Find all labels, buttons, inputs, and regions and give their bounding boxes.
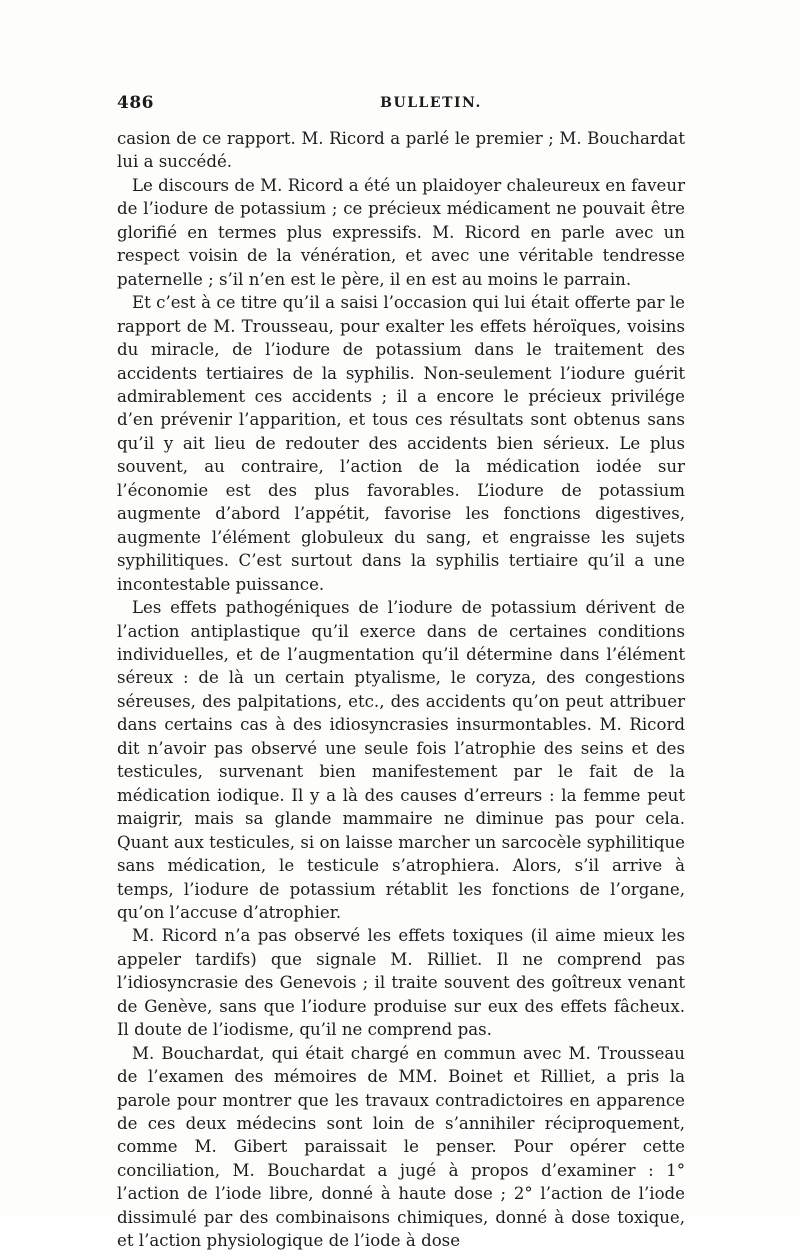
running-title: BULLETIN. bbox=[380, 95, 482, 111]
page-number: 486 bbox=[117, 93, 154, 113]
paragraph: Le discours de M. Ricord a été un plaidoyer chaleureux en faveur de l’iodure de potassium ; ce précieux médicament ne pouvait être glorifié en termes plus expressifs. M. Ricord en parle avec un respect voisin de la vénération, et avec une véritable tendresse paternelle ; s’il n’en est le père, il en est au moins le parrain. bbox=[117, 175, 685, 289]
page-header bbox=[117, 93, 685, 117]
paragraph-continuation: casion de ce rapport. M. Ricord a parlé le premier ; M. Bouchardat lui a succédé. bbox=[117, 129, 685, 172]
paragraph: M. Ricord n’a pas observé les effets toxiques (il aime mieux les appeler tardifs) que signale M. Rilliet. Il ne comprend pas l’idiosyncrasie des Genevois ; il traite souvent des goîtreux venant de Genève, sans que l’iodure produise sur eux des effets fâcheux. Il doute de l’iodisme, qu’il ne comprend pas. bbox=[117, 926, 685, 1040]
paragraph: M. Bouchardat, qui était chargé en commun avec M. Trousseau de l’examen des mémoires de MM. Boinet et Rilliet, a pris la parole pour montrer que les travaux contradictoires en apparence de ces deux médecins sont loin de s’annihiler réciproquement, comme M. Gibert paraissait le penser. Pour opérer cette conciliation, M. Bouchardat a jugé à propos d’examiner : 1° l’action de l’iode libre, donné à haute dose ; 2° l’action de l’iode dissimulé par des combinaisons chimiques, donné à dose toxique, et l’action physiologique de l’iode à dose bbox=[117, 1043, 685, 1251]
paragraph: Et c’est à ce titre qu’il a saisi l’occasion qui lui était offerte par le rapport de M. Trousseau, pour exalter les effets héroïques, voisins du miracle, de l’iodure de potassium dans le traitement des accidents tertiaires de la syphilis. Non-seulement l’iodure guérit admirablement ces accidents ; il a encore le précieux privilége d’en prévenir l’apparition, et tous ces résultats sont obtenus sans qu’il y ait lieu de redouter des accidents bien sérieux. Le plus souvent, au contraire, l’action de la médication iodée sur l’économie est des plus favorables. L’iodure de potassium augmente d’abord l’appétit, favorise les fonctions digestives, augmente l’élément globuleux du sang, et engraisse les sujets syphilitiques. C’est surtout dans la syphilis tertiaire qu’il a une incontestable puissance. bbox=[117, 293, 685, 594]
body-text bbox=[117, 127, 685, 1253]
paragraph: Les effets pathogéniques de l’iodure de potassium dérivent de l’action antiplastique qu’il exerce dans de certaines conditions individuelles, et de l’augmentation qu’il détermine dans l’élément séreux : de là un certain ptyalisme, le coryza, des congestions séreuses, des palpitations, etc., des accidents qu’on peut attribuer dans certains cas à des idiosyncrasies insurmontables. M. Ricord dit n’avoir pas observé une seule fois l’atrophie des seins et des testicules, survenant bien manifestement par le fait de la médication iodique. Il y a là des causes d’erreurs : la femme peut maigrir, mais sa glande mammaire ne diminue pas pour cela. Quant aux testicules, si on laisse marcher un sarcocèle syphilitique sans médication, le testicule s’atrophiera. Alors, s’il arrive à temps, l’iodure de potassium rétablit les fonctions de l’organe, qu’on l’accuse d’atrophier. bbox=[117, 598, 685, 922]
